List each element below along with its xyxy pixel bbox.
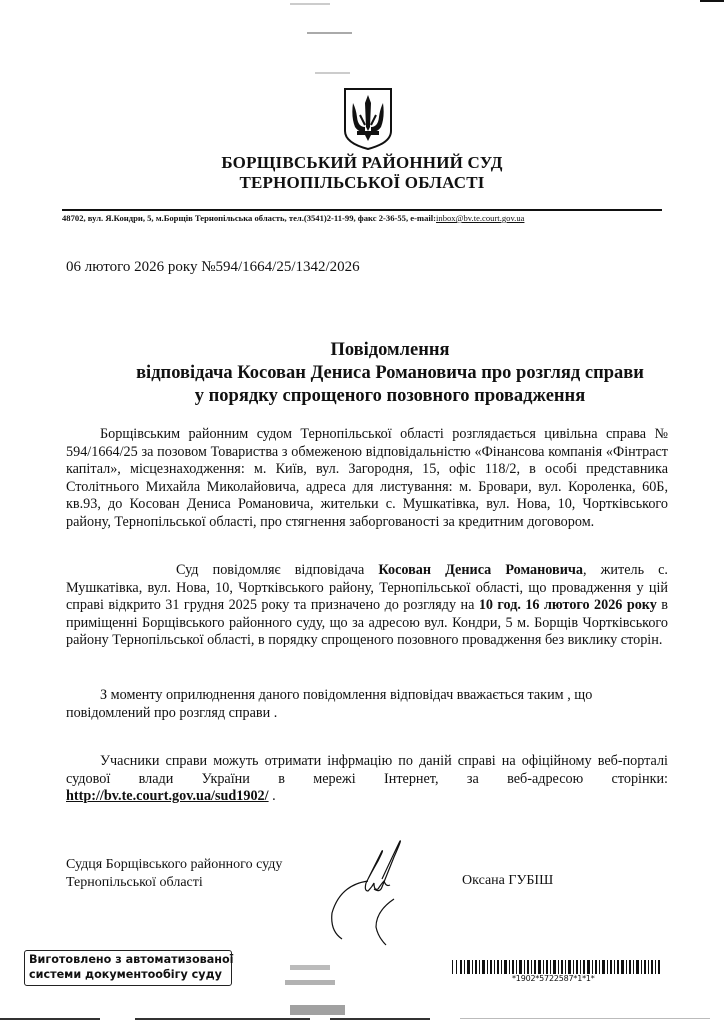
paragraph-deemed-notified: З моменту оприлюднення даного повідомлення відповідач вважається таким , що повідомлений про розгляд справи . — [66, 687, 593, 721]
document-subtitle-line1: відповідача Косован Дениса Романовича про розгляд справи — [136, 363, 644, 383]
notification-text: Суд повідомляє відповідача — [176, 562, 379, 578]
ukraine-coat-of-arms-icon — [343, 87, 393, 151]
notification-text: , житель с. Мушкатівка, вул. Нова, 10, Чортківського району, Тернопільської області, що провадження у цій справі відкрито 31 грудня 2025 року та призначено до розгляду на — [66, 562, 668, 614]
address-text: 48702, вул. Я.Кондри, 5, м.Борщів Тернопільська область, тел.(3541)2-11-99, факс 2-36-55, e-mail: — [62, 213, 437, 223]
stamp-line1: Виготовлено з автоматизованої — [29, 953, 234, 966]
web-info-tail: . — [268, 788, 276, 805]
court-website-link[interactable]: http://bv.te.court.gov.ua/sud1902/ — [66, 788, 269, 805]
document-title: Повідомлення — [330, 340, 450, 360]
handwritten-signature-icon — [310, 835, 450, 955]
document-subtitle-line2: у порядку спрощеного позовного провадження — [194, 386, 586, 406]
judge-position — [66, 856, 282, 891]
date-and-number: 06 лютого 2026 року №594/1664/25/1342/2026 — [66, 259, 360, 275]
notification-text: в приміщенні Борщівського районного суду, що за адресою вул. Кондри, 5 м. Борщів Чортківського району Тернопільської області, в порядку спрощеного позовного провадження без виклику сторін. — [66, 597, 668, 649]
paragraph-web-info — [66, 753, 668, 806]
paragraph-notification — [66, 562, 668, 650]
court-address — [62, 213, 672, 223]
scan-artifact — [285, 980, 335, 985]
stamp-line2: системи документообігу суду — [29, 968, 222, 981]
scan-artifact — [290, 965, 330, 970]
judge-position-line2: Тернопільської області — [66, 874, 203, 890]
paragraph-case-description: Борщівським районним судом Тернопільської області розглядається цивільна справа № 594/1664/25 за позовом Товариства з обмеженою відповідальністю «Фінансова компанія «Фінтраст капітал», місцезнаходження: м. Київ, вул. Загородня, 15, офіс 118/2, в особі представника Столітнього Михайла Миколайовича, адреса для листування: м. Бровари, вул. Короленка, 60Б, кв.93, до Косован Дениса Романовича, жительки с. Мушкатівка, вул. Нова, 10, Чортківського району, Тернопільської області, про стягнення заборгованості за кредитним договором. — [66, 426, 668, 530]
hearing-datetime: 10 год. 16 лютого 2026 року — [478, 597, 657, 614]
court-name-line2: ТЕРНОПІЛЬСЬКОЇ ОБЛАСТІ — [239, 173, 485, 192]
scan-artifact — [307, 32, 352, 34]
judge-position-line1: Судця Борщівського районного суду — [66, 857, 283, 872]
scan-edge-line — [135, 1018, 310, 1020]
web-info-text: Учасники справи можуть отримати інфрмацію по даній справі на офіційному веб-порталі судової влади України в мережі Інтернет, за веб-адресою сторінки: — [66, 753, 668, 787]
barcode-icon — [452, 960, 662, 974]
scan-artifact — [315, 72, 350, 74]
scan-edge-mark — [700, 0, 724, 2]
barcode-number: *1902*5722587*1*1* — [512, 974, 595, 983]
scan-edge-line — [330, 1018, 430, 1020]
court-name-line1: БОРЩІВСЬКИЙ РАЙОННИЙ СУД — [221, 153, 503, 172]
header-rule — [62, 209, 662, 211]
defendant-name: Косован Дениса Романовича — [378, 562, 583, 578]
scan-edge-line — [0, 1018, 100, 1020]
judge-name: Оксана ГУБІШ — [462, 873, 554, 888]
email-link[interactable]: inbox@bv.te.court.gov.ua — [436, 213, 525, 223]
auto-document-stamp — [24, 950, 232, 986]
scan-artifact — [290, 1005, 345, 1015]
scan-edge-line — [460, 1018, 710, 1019]
scan-artifact — [290, 3, 330, 5]
